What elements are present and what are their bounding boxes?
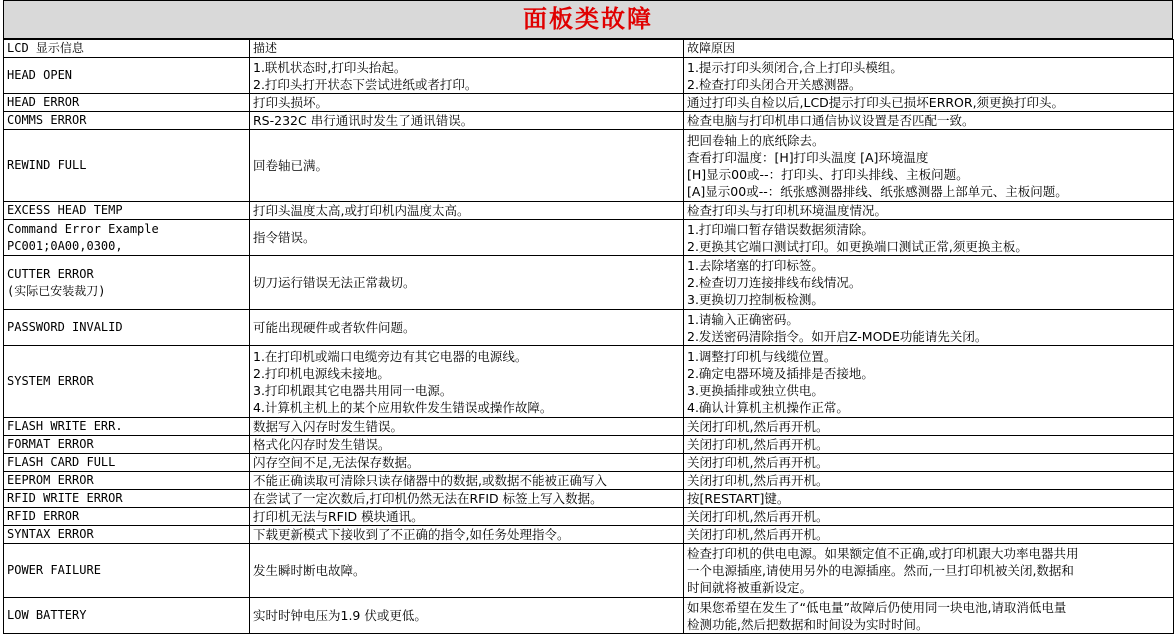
table-row	[4, 130, 1174, 202]
cell-line: 一个电源插座,请使用另外的电源插座。然而,一旦打印机被关闭,数据和	[687, 563, 1074, 578]
cell-line: 把回卷轴上的底纸除去。	[687, 132, 825, 148]
description-cell	[250, 526, 684, 544]
cell-line: 时间就将被重新设定。	[687, 580, 813, 595]
cause-cell	[684, 58, 1174, 94]
description-cell	[250, 418, 684, 436]
description-cell	[250, 310, 684, 346]
cell-line: 2.确定电器环境及插排是否接地。	[687, 365, 874, 381]
table-row	[4, 598, 1174, 634]
cell-line: CUTTER ERROR	[7, 266, 94, 281]
cell-line: 闪存空间不足,无法保存数据。	[253, 455, 420, 470]
cell-line: 可能出现硬件或者软件问题。	[253, 320, 416, 335]
lcd-cell	[4, 454, 250, 472]
cell-line: 格式化闪存时发生错误。	[253, 437, 391, 452]
cause-cell	[684, 130, 1174, 202]
description-cell	[250, 598, 684, 634]
lcd-cell	[4, 436, 250, 454]
table-row	[4, 544, 1174, 598]
table-row	[4, 490, 1174, 508]
lcd-cell	[4, 202, 250, 220]
cell-line: 1.请输入正确密码。	[687, 311, 799, 327]
cell-line: PASSWORD INVALID	[7, 320, 123, 334]
cell-line: 如果您希望在发生了“低电量”故障后仍使用同一块电池,请取消低电量	[687, 599, 1067, 615]
lcd-cell	[4, 526, 250, 544]
description-cell	[250, 544, 684, 598]
cell-line: 打印头损坏。	[253, 95, 329, 110]
cell-line: 在尝试了一定次数后,打印机仍然无法在RFID 标签上写入数据。	[253, 491, 603, 506]
column-header-description: 描述	[250, 40, 684, 58]
cell-line: 切刀运行错误无法正常裁切。	[253, 275, 416, 290]
cell-line: RFID WRITE ERROR	[7, 491, 123, 505]
cell-line: 1.在打印机或端口电缆旁边有其它电器的电源线。	[253, 348, 528, 364]
table-row	[4, 526, 1174, 544]
cell-line: SYSTEM ERROR	[7, 374, 94, 388]
cell-line: 通过打印头自检以后,LCD提示打印头已损坏ERROR,须更换打印头。	[687, 95, 1065, 110]
lcd-cell	[4, 472, 250, 490]
cause-cell	[684, 418, 1174, 436]
table-row	[4, 220, 1174, 256]
cause-cell	[684, 220, 1174, 256]
cell-line: 按[RESTART]键。	[687, 491, 790, 506]
description-cell	[250, 436, 684, 454]
cell-line: 2.更换其它端口测试打印。如更换端口测试正常,须更换主板。	[687, 238, 1028, 254]
cell-line: 1.提示打印头须闭合,合上打印头模组。	[687, 59, 903, 75]
cell-line: 检查打印头与打印机环境温度情况。	[687, 203, 888, 218]
lcd-cell	[4, 94, 250, 112]
cell-line: 3.更换插排或独立供电。	[687, 382, 824, 398]
lcd-cell	[4, 256, 250, 310]
cell-line: LOW BATTERY	[7, 608, 87, 622]
cell-line: (实际已安装裁刀)	[7, 283, 106, 298]
description-cell	[250, 130, 684, 202]
cell-line: 3.打印机跟其它电器共用同一电源。	[253, 382, 453, 398]
cell-line: 1.调整打印机与线缆位置。	[687, 348, 837, 364]
table-row	[4, 436, 1174, 454]
description-cell	[250, 58, 684, 94]
lcd-cell	[4, 310, 250, 346]
cell-line: PC001;0A00,0300,	[7, 238, 123, 253]
table-row	[4, 310, 1174, 346]
cell-line: COMMS ERROR	[7, 113, 87, 127]
cell-line: [A]显示00或--：纸张感测器排线、纸张感测器上部单元、主板问题。	[687, 183, 1068, 199]
lcd-cell	[4, 220, 250, 256]
cause-cell	[684, 94, 1174, 112]
table-row	[4, 508, 1174, 526]
cell-line: 关闭打印机,然后再开机。	[687, 473, 829, 488]
cell-line: 检查打印机的供电电源。如果额定值不正确,或打印机跟大功率电器共用	[687, 546, 1079, 561]
cell-line: 关闭打印机,然后再开机。	[687, 509, 829, 524]
cause-cell	[684, 508, 1174, 526]
cell-line: 4.确认计算机主机操作正常。	[687, 399, 849, 415]
cell-line: 发生瞬时断电故障。	[253, 563, 366, 578]
table-row	[4, 256, 1174, 310]
cell-line: 关闭打印机,然后再开机。	[687, 455, 829, 470]
cell-line: 4.计算机主机上的某个应用软件发生错误或操作故障。	[253, 399, 553, 415]
cell-line: 关闭打印机,然后再开机。	[687, 527, 829, 542]
lcd-cell	[4, 346, 250, 418]
cell-line: SYNTAX ERROR	[7, 527, 94, 541]
column-header-cause: 故障原因	[684, 40, 1174, 58]
cell-line: 2.打印机电源线未接地。	[253, 365, 390, 381]
lcd-cell	[4, 58, 250, 94]
cell-line: 打印头温度太高,或打印机内温度太高。	[253, 203, 470, 218]
cell-line: Command Error Example	[7, 221, 159, 236]
cell-line: 3.更换切刀控制板检测。	[687, 292, 824, 307]
column-header-lcd: LCD 显示信息	[4, 40, 250, 58]
cell-line: RFID ERROR	[7, 509, 80, 523]
cell-line: 1.打印端口暂存错误数据须清除。	[687, 221, 874, 237]
cell-line: HEAD ERROR	[7, 95, 80, 109]
cause-cell	[684, 490, 1174, 508]
cell-line: 数据写入闪存时发生错误。	[253, 419, 404, 434]
cell-line: 2.发送密码清除指令。如开启Z-MODE功能请先关闭。	[687, 328, 988, 344]
cell-line: POWER FAILURE	[7, 563, 101, 577]
cause-cell	[684, 454, 1174, 472]
cell-line: 2.检查切刀连接排线布线情况。	[687, 275, 862, 290]
cell-line: REWIND FULL	[7, 158, 87, 172]
cell-line: EEPROM ERROR	[7, 473, 94, 487]
cell-line: [H]显示00或--：打印头、打印头排线、主板问题。	[687, 166, 969, 182]
cell-line: 回卷轴已满。	[253, 158, 329, 173]
cause-cell	[684, 202, 1174, 220]
description-cell	[250, 508, 684, 526]
table-header-row	[4, 40, 1174, 58]
cell-line: 关闭打印机,然后再开机。	[687, 419, 829, 434]
sheet-title: 面板类故障	[3, 0, 1173, 39]
cell-line: 查看打印温度：[H]打印头温度 [A]环境温度	[687, 149, 929, 165]
cell-line: HEAD OPEN	[7, 68, 73, 82]
cell-line: 2.打印头打开状态下尝试进纸或者打印。	[253, 76, 478, 92]
cell-line: 打印机无法与RFID 模块通讯。	[253, 509, 424, 524]
table-row	[4, 454, 1174, 472]
cause-cell	[684, 526, 1174, 544]
cause-cell	[684, 112, 1174, 130]
description-cell	[250, 490, 684, 508]
description-cell	[250, 112, 684, 130]
cell-line: 2.检查打印头闭合开关感测器。	[687, 76, 862, 92]
table-row	[4, 346, 1174, 418]
cell-line: 1.联机状态时,打印头抬起。	[253, 59, 407, 75]
cell-line: 不能正确读取可清除只读存储器中的数据,或数据不能被正确写入	[253, 473, 607, 488]
lcd-cell	[4, 112, 250, 130]
cell-line: FORMAT ERROR	[7, 437, 94, 451]
cause-cell	[684, 346, 1174, 418]
cell-line: 下载更新模式下接收到了不正确的指令,如任务处理指令。	[253, 527, 570, 542]
lcd-cell	[4, 418, 250, 436]
description-cell	[250, 256, 684, 310]
lcd-cell	[4, 598, 250, 634]
description-cell	[250, 94, 684, 112]
cell-line: FLASH CARD FULL	[7, 455, 116, 469]
table-row	[4, 202, 1174, 220]
table-row	[4, 58, 1174, 94]
description-cell	[250, 220, 684, 256]
table-row	[4, 472, 1174, 490]
table-row	[4, 112, 1174, 130]
description-cell	[250, 202, 684, 220]
cell-line: FLASH WRITE ERR.	[7, 419, 123, 433]
cell-line: 检查电脑与打印机串口通信协议设置是否匹配一致。	[687, 113, 975, 128]
cell-line: 检测功能,然后把数据和时间设为实时时间。	[687, 616, 929, 632]
cell-line: EXCESS HEAD TEMP	[7, 203, 123, 217]
cause-cell	[684, 544, 1174, 598]
cell-line: RS-232C 串行通讯时发生了通讯错误。	[253, 113, 474, 128]
cause-cell	[684, 598, 1174, 634]
cause-cell	[684, 436, 1174, 454]
description-cell	[250, 454, 684, 472]
description-cell	[250, 346, 684, 418]
table-row	[4, 418, 1174, 436]
cell-line: 1.去除堵塞的打印标签。	[687, 258, 824, 273]
description-cell	[250, 472, 684, 490]
cell-line: 关闭打印机,然后再开机。	[687, 437, 829, 452]
cause-cell	[684, 472, 1174, 490]
fault-table	[3, 39, 1174, 634]
cause-cell	[684, 256, 1174, 310]
lcd-cell	[4, 130, 250, 202]
fault-sheet	[3, 0, 1173, 634]
cell-line: 实时时钟电压为1.9 伏或更低。	[253, 608, 427, 623]
lcd-cell	[4, 544, 250, 598]
cause-cell	[684, 310, 1174, 346]
table-row	[4, 94, 1174, 112]
lcd-cell	[4, 508, 250, 526]
lcd-cell	[4, 490, 250, 508]
cell-line: 指令错误。	[253, 230, 316, 245]
